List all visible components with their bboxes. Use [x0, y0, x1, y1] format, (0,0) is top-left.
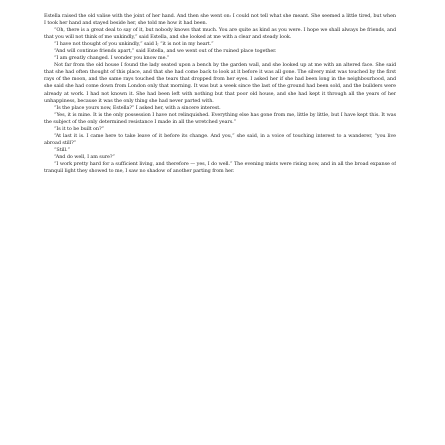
paragraph: “Still.”: [54, 146, 70, 153]
paragraph: “I work pretty hard for a sufficient living, and therefore — yes, I do well.” The evening mists were rising now, and in all the broad expanse of tranquil light they showed to me, I saw no shadow of another parting from her.: [44, 160, 396, 175]
paragraph: “I have not thought of you unkindly,” said I; “it is not in my heart.”: [54, 41, 214, 48]
paragraph: “Yes, it is mine. It is the only possession I have not relinquished. Everything else has gone from me, little by little, but I have kept this. It was the subject of the only determined resistance I made in all the wretched years.”: [44, 111, 396, 125]
paragraph: Estella raised the old valise with the joint of her hand. And then she went on: I could not tell what she meant. She seemed a little tired, but when I took her hand and stayed beside her, she told me how it had been.: [44, 13, 396, 27]
paragraph: “At last it is. I came here to take leave of it before its change. And you,” she said, in a voice of touching interest to a wanderer, “you live abroad still?”: [44, 132, 396, 146]
paragraph: “And do well, I am sure?”: [54, 153, 115, 160]
paragraph: “Oh, there is a great deal to say of it, but nobody knows that much. You are quite as kind as you were. I hope we shall always be friends, and that you will not think of me unkindly,” said Estella, and she looked at me with a clear and steady look.: [44, 27, 396, 41]
document-page: [44, 13, 396, 438]
paragraph: “I am greatly changed. I wonder you know me.”: [54, 55, 170, 62]
paragraph: “Is the place yours now, Estella?” I asked her, with a sincere interest.: [54, 104, 221, 111]
paragraph: “And will continue friends apart,” said Estella, and we went out of the ruined place together.: [54, 48, 277, 55]
paragraph: Not far from the old house I found the lady seated upon a bench by the garden wall, and she looked up at me with an altered face. She said that she had often thought of this place, and that she had come back to look at it before it was all gone. The silvery mist was touched by the first rays of the moon, and the same rays touched the tears that dropped from her eyes. I asked her if she had been long in the neighbourhood, and she said she had come down from London only that morning. It was but a week since the last of the ground had been sold, and the builders were already at work. I had not known it. She had been left with nothing but that poor old house, and she had kept it through all the years of her unhappiness, because it was the only thing she had never parted with.: [44, 62, 396, 104]
paragraph: “Is it to be built on?”: [54, 125, 104, 132]
